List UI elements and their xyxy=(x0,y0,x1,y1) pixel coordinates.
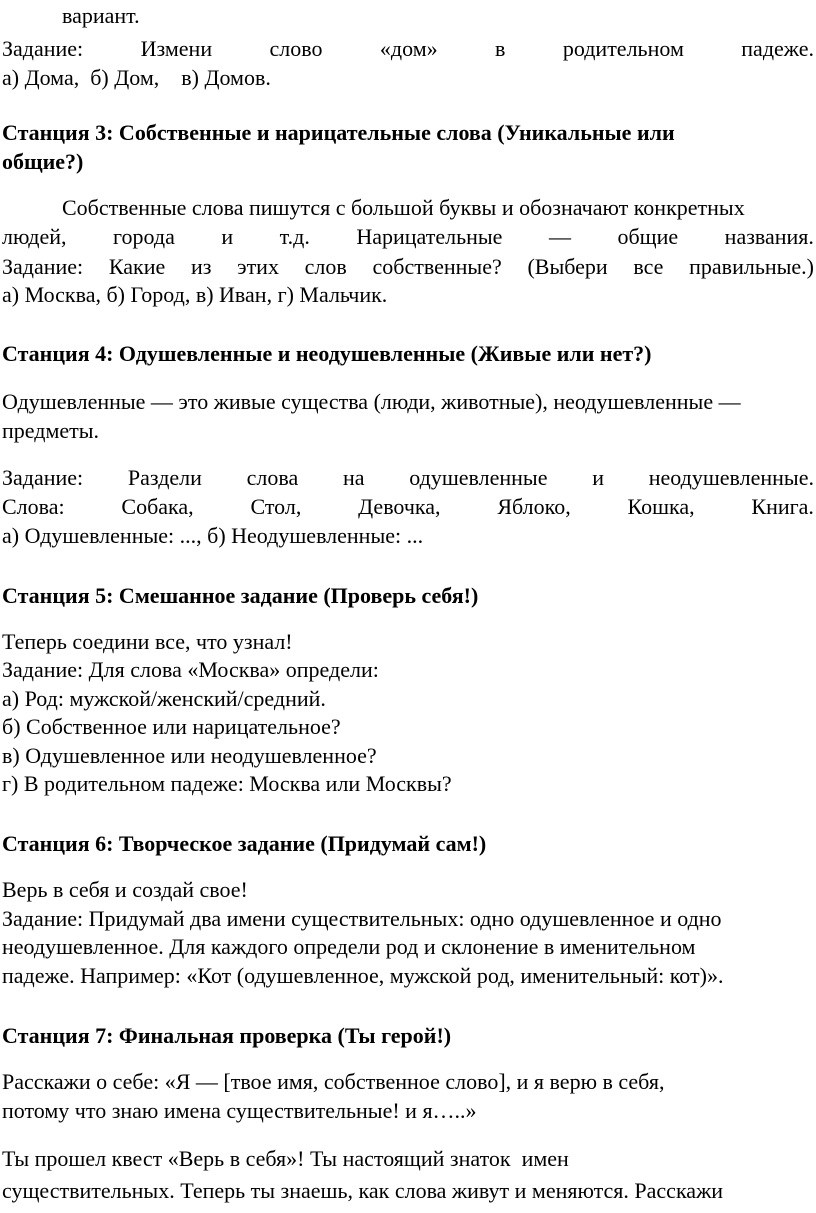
station7-outro-line1: Ты прошел квест «Верь в себя»! Ты настоящий знаток имен xyxy=(2,1146,569,1171)
word: Книга. xyxy=(751,494,814,519)
station4-intro-line2: предметы. xyxy=(2,418,100,443)
station5-title: Станция 5: Смешанное задание (Проверь себя!) xyxy=(2,583,479,608)
word: из xyxy=(190,254,212,279)
word: и xyxy=(592,465,604,490)
station6-line: неодушевленное. Для каждого определи род и склонение в именительном xyxy=(2,934,696,959)
station6-line: падеже. Например: «Кот (одушевленное, мужской род, именительный: кот)». xyxy=(2,963,724,988)
station7-line: Расскажи о себе: «Я — [твое имя, собственное слово], и я верю в себя, xyxy=(2,1069,665,1094)
word: Измени xyxy=(140,36,213,61)
station5-line: г) В родительном падеже: Москва или Москвы? xyxy=(2,771,452,796)
station5-line: а) Род: мужской/женский/средний. xyxy=(2,686,326,711)
word: в xyxy=(495,36,506,61)
word: неодушевленные. xyxy=(648,465,814,490)
word: города xyxy=(113,224,175,249)
word: падеже. xyxy=(741,36,814,61)
word: Раздели xyxy=(127,465,202,490)
station2-tail-line: вариант. xyxy=(62,3,140,28)
word: Девочка, xyxy=(358,494,441,519)
word: слово xyxy=(269,36,323,61)
word: Какие xyxy=(108,254,166,279)
word: одушевленные xyxy=(409,465,548,490)
word: Собака, xyxy=(121,494,194,519)
station4-words-line xyxy=(2,493,814,521)
word: слова xyxy=(246,465,299,490)
word: Кошка, xyxy=(627,494,695,519)
word: Задание: xyxy=(2,465,84,490)
station2-task-line xyxy=(2,35,814,63)
station5-line: Задание: Для слова «Москва» определи: xyxy=(2,657,379,682)
word: Стол, xyxy=(250,494,302,519)
word: и xyxy=(221,224,234,249)
word: Задание: xyxy=(2,36,84,61)
word: слов xyxy=(304,254,347,279)
word: этих xyxy=(237,254,279,279)
word: родительном xyxy=(562,36,684,61)
station3-text-line1: Собственные слова пишутся с большой буквы и обозначают конкретных xyxy=(62,195,745,220)
station5-line: в) Одушевленное или неодушевленное? xyxy=(2,743,377,768)
station5-line: Теперь соедини все, что узнал! xyxy=(2,629,293,654)
word: названия. xyxy=(724,224,814,249)
station3-title-line1: Станция 3: Собственные и нарицательные слова (Уникальные или xyxy=(2,120,675,145)
station6-line: Задание: Придумай два имени существительных: одно одушевленное и одно xyxy=(2,906,722,931)
word: т.д. xyxy=(279,224,310,249)
station7-outro-line2: существительных. Теперь ты знаешь, как слова живут и меняются. Расскажи xyxy=(2,1178,724,1203)
word: Задание: xyxy=(2,254,84,279)
word: (Выбери xyxy=(527,254,608,279)
station4-intro-line1: Одушевленные — это живые существа (люди, животные), неодушевленные — xyxy=(2,389,741,414)
word: собственные? xyxy=(372,254,502,279)
station4-title: Станция 4: Одушевленные и неодушевленные (Живые или нет?) xyxy=(2,341,652,366)
word: «дом» xyxy=(379,36,438,61)
station4-task-line xyxy=(2,464,814,492)
word: на xyxy=(343,465,365,490)
word: Нарицательные xyxy=(356,224,503,249)
station6-title: Станция 6: Творческое задание (Придумай сам!) xyxy=(2,831,487,856)
word: все xyxy=(633,254,664,279)
station7-line: потому что знаю имена существительные! и я…..» xyxy=(2,1098,477,1123)
station3-text-line3 xyxy=(2,253,814,281)
word: правильные.) xyxy=(689,254,814,279)
station2-answers: а) Дома, б) Дом, в) Домов. xyxy=(2,65,271,90)
word: людей, xyxy=(2,224,67,249)
word: — xyxy=(548,224,571,249)
station3-title-line2: общие?) xyxy=(2,149,84,174)
station3-text-line2 xyxy=(2,223,814,251)
word: Яблоко, xyxy=(497,494,571,519)
station3-text-line4: а) Москва, б) Город, в) Иван, г) Мальчик. xyxy=(2,282,388,307)
word: общие xyxy=(617,224,679,249)
station7-title: Станция 7: Финальная проверка (Ты герой!) xyxy=(2,1023,452,1048)
station6-line: Верь в себя и создай свое! xyxy=(2,877,248,902)
station4-answers: а) Одушевленные: ..., б) Неодушевленные: ... xyxy=(2,523,424,548)
station5-line: б) Собственное или нарицательное? xyxy=(2,714,341,739)
word: Слова: xyxy=(2,494,65,519)
